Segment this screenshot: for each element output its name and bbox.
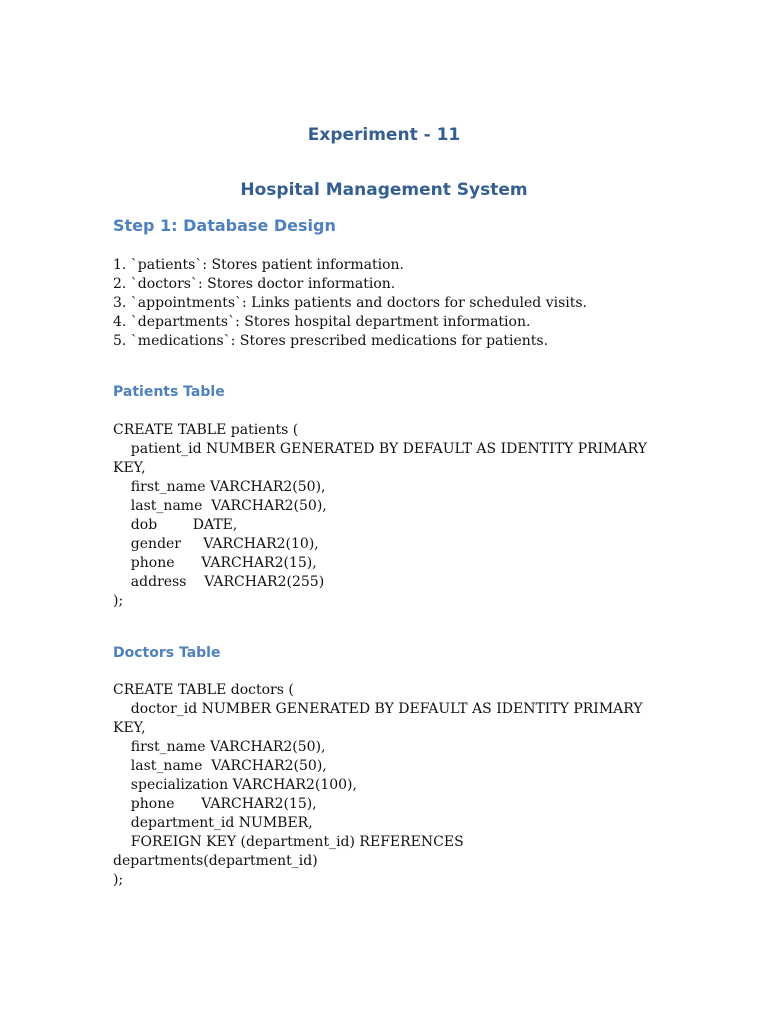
section-heading-doctors: Doctors Table: [113, 645, 221, 661]
table-list: [113, 256, 587, 351]
code-line: first_name VARCHAR2(50),: [113, 739, 326, 755]
list-item: 2. `doctors`: Stores doctor information.: [113, 276, 396, 292]
page-title: Experiment - 11: [307, 125, 461, 145]
list-item: 1. `patients`: Stores patient information.: [113, 257, 404, 273]
code-line: KEY,: [113, 720, 146, 736]
code-block-doctors: [113, 681, 643, 890]
code-line: departments(department_id): [113, 853, 318, 869]
list-item: 4. `departments`: Stores hospital department information.: [113, 314, 531, 330]
code-line: patient_id NUMBER GENERATED BY DEFAULT AS IDENTITY PRIMARY: [113, 441, 647, 457]
code-line: CREATE TABLE patients (: [113, 422, 299, 438]
code-block-patients: [113, 421, 647, 611]
code-line: specialization VARCHAR2(100),: [113, 777, 357, 793]
code-line: phone VARCHAR2(15),: [113, 796, 317, 812]
section-heading-patients: Patients Table: [113, 384, 225, 400]
code-line: doctor_id NUMBER GENERATED BY DEFAULT AS IDENTITY PRIMARY: [113, 701, 643, 717]
code-line: department_id NUMBER,: [113, 815, 313, 831]
code-line: gender VARCHAR2(10),: [113, 536, 319, 552]
code-line: dob DATE,: [113, 517, 238, 533]
code-line: first_name VARCHAR2(50),: [113, 479, 326, 495]
code-line: CREATE TABLE doctors (: [113, 682, 294, 698]
code-line: );: [113, 872, 124, 888]
code-line: );: [113, 593, 124, 609]
code-line: phone VARCHAR2(15),: [113, 555, 317, 571]
list-item: 3. `appointments`: Links patients and doctors for scheduled visits.: [113, 295, 587, 311]
code-line: last_name VARCHAR2(50),: [113, 758, 327, 774]
code-line: FOREIGN KEY (department_id) REFERENCES: [113, 834, 464, 850]
code-line: address VARCHAR2(255): [113, 574, 325, 590]
page-subtitle: Hospital Management System: [240, 180, 528, 200]
step-heading: Step 1: Database Design: [113, 216, 336, 235]
list-item: 5. `medications`: Stores prescribed medications for patients.: [113, 333, 549, 349]
code-line: last_name VARCHAR2(50),: [113, 498, 327, 514]
code-line: KEY,: [113, 460, 146, 476]
